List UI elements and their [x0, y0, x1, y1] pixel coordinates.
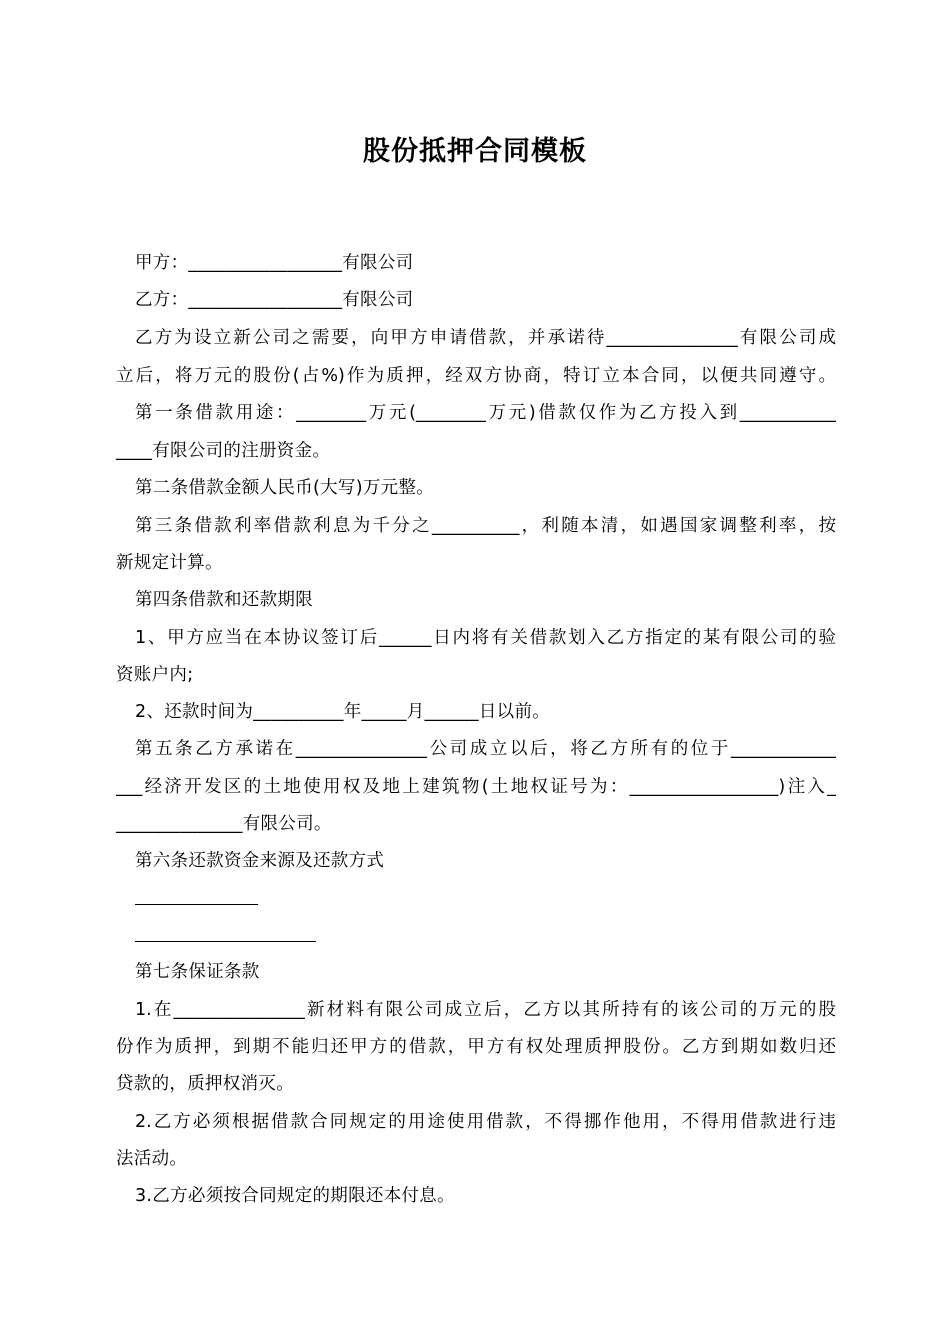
article-7-item-2-line-1: 2.乙方必须根据借款合同规定的用途使用借款，不得挪作他用，不得用借款进行违	[135, 1112, 836, 1132]
preamble-line-2: 立后，将万元的股份(占%)作为质押，经双方协商，特订立本合同，以便共同遵守。	[116, 366, 836, 386]
article-5-line-2: ___经济开发区的土地使用权及地上建筑物(土地权证号为：_________________)注入_	[116, 777, 836, 797]
article-4-item-1-line-2: 资账户内;	[116, 665, 194, 685]
blank-fill-line-2	[135, 941, 316, 942]
article-6-heading: 第六条还款资金来源及还款方式	[135, 851, 385, 871]
article-5-line-3: ______________有限公司。	[116, 814, 332, 834]
article-2-line: 第二条借款金额人民币(大写)万元整。	[135, 478, 435, 498]
document-title: 股份抵押合同模板	[363, 136, 587, 167]
article-7-item-1-line-2: 份作为质押，到期不能归还甲方的借款，甲方有权处理质押股份。乙方到期如数归还	[116, 1037, 836, 1057]
article-1-line-1: 第一条借款用途：________万元(________万元)借款仅作为乙方投入到___________	[135, 403, 836, 423]
article-3-line-2: 新规定计算。	[116, 553, 223, 573]
article-7-item-1-line-1: 1.在_______________新材料有限公司成立后，乙方以其所持有的该公司的万元的股	[135, 1000, 836, 1020]
party-a-line: 甲方：_________________有限公司	[135, 253, 414, 273]
article-4-item-2: 2、还款时间为__________年_____月______日以前。	[135, 702, 551, 722]
article-7-item-1-line-3: 贷款的，质押权消灭。	[116, 1074, 294, 1094]
party-b-line: 乙方：_________________有限公司	[135, 290, 414, 310]
blank-fill-line-1	[135, 904, 258, 905]
article-7-item-2-line-2: 法活动。	[116, 1149, 188, 1169]
article-3-line-1: 第三条借款利率借款利息为千分之__________，利随本清，如遇国家调整利率，按	[135, 516, 836, 536]
article-5-line-1: 第五条乙方承诺在_______________公司成立以后，将乙方所有的位于____________	[135, 739, 836, 759]
article-7-item-3: 3.乙方必须按合同规定的期限还本付息。	[135, 1186, 455, 1206]
article-4-heading: 第四条借款和还款期限	[135, 590, 313, 610]
article-1-line-2: ____有限公司的注册资金。	[116, 441, 331, 461]
article-4-item-1-line-1: 1、甲方应当在本协议签订后______日内将有关借款划入乙方指定的某有限公司的验	[135, 628, 836, 648]
article-7-heading: 第七条保证条款	[135, 962, 260, 982]
preamble-line-1: 乙方为设立新公司之需要，向甲方申请借款，并承诺待_______________有限公司成	[135, 328, 836, 348]
